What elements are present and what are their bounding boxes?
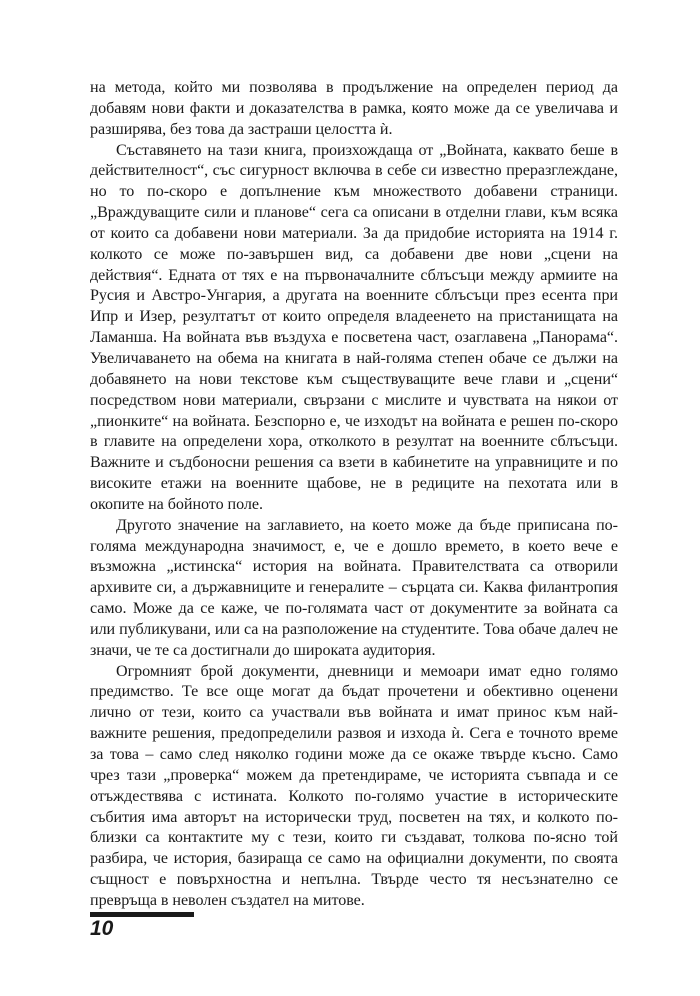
page-number: 10 bbox=[90, 917, 114, 940]
body-text bbox=[90, 78, 618, 912]
paragraph: Съставянето на тази книга, произхождаща от „Войната, каквато беше в действителност“, със сигурност включва в себе си известно преразглеждане, но то по-скоро е допълнение към множеството добавени страници. „Враждуващите сили и планове“ сега са описани в отделни глави, към всяка от които са добавени нови материали. За да придобие историята на 1914 г. колкото се може по-завършен вид, са добавени две нови „сцени на действия“. Едната от тях е на първоначалните сблъсъци между армиите на Русия и Австро-Унгария, а другата на военните сблъсъци през есента при Ипр и Изер, резултатът от които определя владеенето на пристанищата на Ламанша. На войната във въздуха е посветена част, озаглавена „Панорама“. Увеличаването на обема на книгата в най-голяма степен обаче се дължи на добавянето на нови текстове към съществуващите вече глави и „сцени“ посредством нови материали, свързани с мислите и чувствата на някои от „пионките“ на войната. Безспорно е, че изходът на войната е решен по-скоро в главите на определени хора, отколкото в резултат на военните сблъсъци. Важните и съдбоносни решения са взети в кабинетите на управниците и по високите етажи на военните щабове, не в редиците на пехотата или в окопите на бойното поле. bbox=[90, 141, 618, 513]
paragraph: Другото значение на заглавието, на което може да бъде приписана по-голяма международна значимост, е, че е дошло времето, в което вече е възможна „истинска“ история на войната. Правителствата са отворили архивите си, а държавниците и генералите – сърцата си. Каква филантропия само. Може да се каже, че по-голямата част от документите за войната са или публикувани, или са на разположение на студентите. Това обаче далеч не значи, че те са достигнали до широката аудитория. bbox=[90, 516, 618, 659]
paragraph: на метода, който ми позволява в продължение на определен период да добавям нови факти и доказателства в рамка, която може да се увеличава и разширява, без това да застраши целостта ѝ. bbox=[90, 79, 618, 138]
paragraph: Огромният брой документи, дневници и мемоари имат едно голямо предимство. Те все още могат да бъдат прочетени и обективно оценени лично от тези, които са участвали във войната и имат принос към най-важните решения, предопределили развоя и изхода ѝ. Сега е точното време за това – само след няколко години може да се окаже твърде късно. Само чрез тази „проверка“ можем да претендираме, че историята съвпада и се отъждествява с истината. Колкото по-голямо участие в историческите събития има авторът на исторически труд, посветен на тях, и колкото по-близки са контактите му с тези, които ги създават, толкова по-ясно той разбира, че история, базираща се само на официални документи, по своята същност е повърхностна и непълна. Твърде често тя несъзнателно се превръща в неволен създател на митове. bbox=[90, 662, 618, 909]
